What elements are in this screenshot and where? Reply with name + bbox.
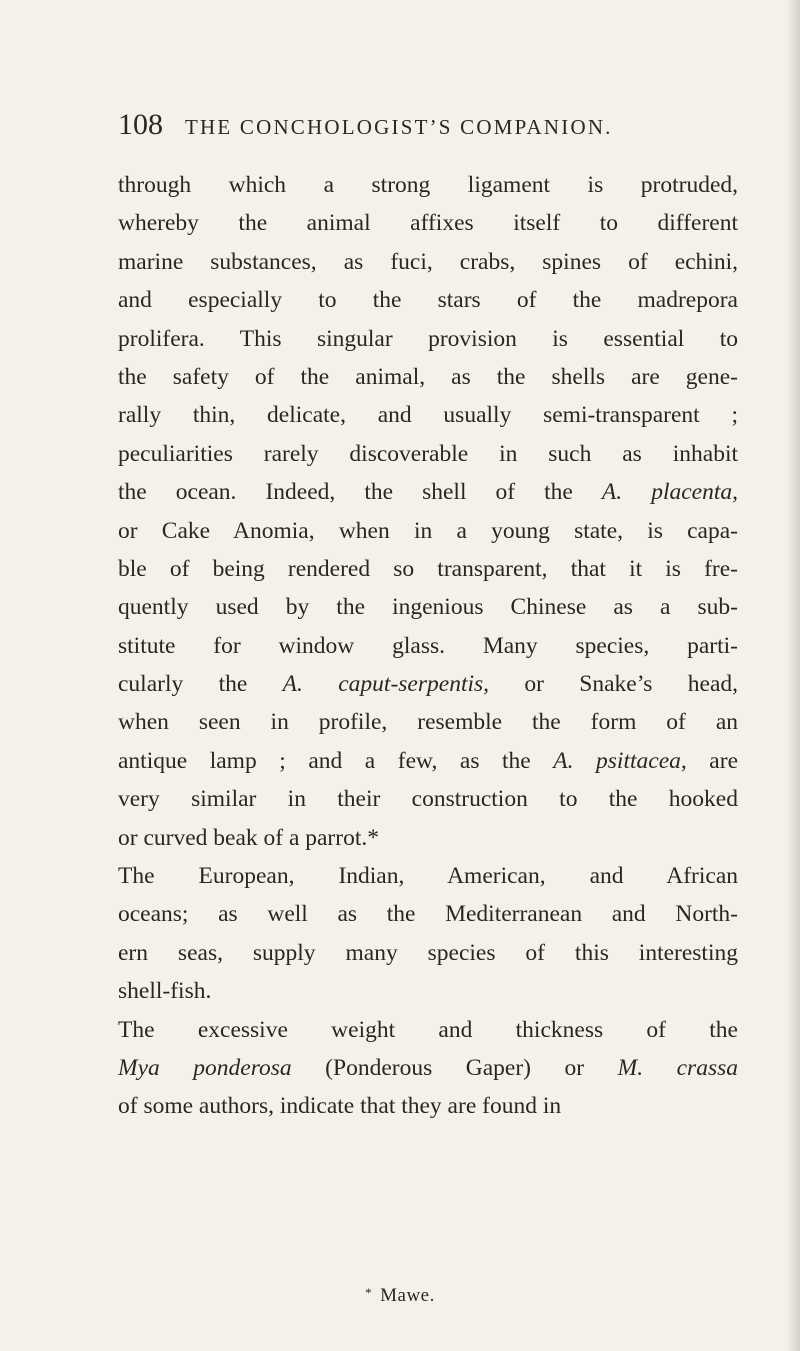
text-segment: cularly the [118,671,283,698]
text-segment: of some authors, indicate that they are found in [118,1093,562,1120]
text-line [118,243,738,281]
text-line [118,320,738,358]
text-line [118,396,738,434]
footnote [0,1285,800,1307]
text-line [118,166,738,204]
text-segment: very similar in their construction to the hooked [118,786,738,813]
text-line [118,665,738,703]
italic-text: A. caput-serpentis, [282,671,490,698]
text-segment: stitute for window glass. Many species, parti- [118,632,738,659]
running-head [118,108,738,148]
text-segment: The excessive weight and thickness of the [118,1016,738,1043]
text-line [118,857,738,895]
text-segment: shell-fish. [118,978,212,1005]
text-segment: the safety of the animal, as the shells are gene- [118,363,738,390]
text-segment: antique lamp ; and a few, as the [118,747,554,774]
text-segment: through which a strong ligament is protruded, [118,172,738,198]
text-segment: are [686,747,738,774]
text-segment: (Ponderous Gaper) or [291,1054,618,1081]
text-line [118,435,738,473]
text-segment: quently used by the ingenious Chinese as a sub- [118,594,738,621]
text-segment: and especially to the stars of the madrepora [118,287,738,314]
text-segment: when seen in profile, resemble the form of an [118,709,738,736]
text-segment: or curved beak of a parrot.* [118,824,379,851]
text-line [118,972,738,1010]
text-line [118,934,738,972]
text-line [118,819,738,857]
text-segment: oceans; as well as the Mediterranean and North- [118,901,738,928]
text-segment: ern seas, supply many species of this interesting [118,939,738,966]
italic-text: M. crassa [617,1054,738,1081]
body-text [118,166,738,1126]
text-segment: the ocean. Indeed, the shell of the [118,479,602,506]
text-line [118,895,738,933]
text-line [118,473,738,511]
text-line [118,1011,738,1049]
text-line [118,281,738,319]
text-segment: peculiarities rarely discoverable in such as inhabit [118,440,738,467]
text-segment: The European, Indian, American, and African [118,863,738,890]
text-line [118,358,738,396]
text-segment: or Snake’s head, [489,671,739,698]
text-segment: or Cake Anomia, when in a young state, is capa- [118,517,738,544]
text-line [118,204,738,242]
text-line [118,550,738,588]
text-segment: whereby the animal affixes itself to different [118,210,738,237]
footnote-text: Mawe. [380,1285,435,1306]
page-edge-shadow [786,0,800,1351]
italic-text: A. placenta, [601,479,738,506]
running-head-title: THE CONCHOLOGIST’S COMPANION. [185,115,613,139]
text-line [118,588,738,626]
footnote-marker: * [365,1285,373,1300]
page-number: 108 [118,108,163,141]
text-line [118,1049,738,1087]
text-segment: marine substances, as fuci, crabs, spines of echini, [118,248,738,275]
text-line [118,703,738,741]
italic-text: Mya ponderosa [118,1054,292,1081]
text-line [118,1087,738,1125]
italic-text: A. psittacea, [553,747,687,774]
text-segment: rally thin, delicate, and usually semi-transparent ; [118,402,738,429]
text-segment: ble of being rendered so transparent, that it is fre- [118,555,738,582]
text-line [118,627,738,665]
text-line [118,742,738,780]
text-line [118,780,738,818]
text-line [118,512,738,550]
text-segment: prolifera. This singular provision is essential to [118,325,738,352]
